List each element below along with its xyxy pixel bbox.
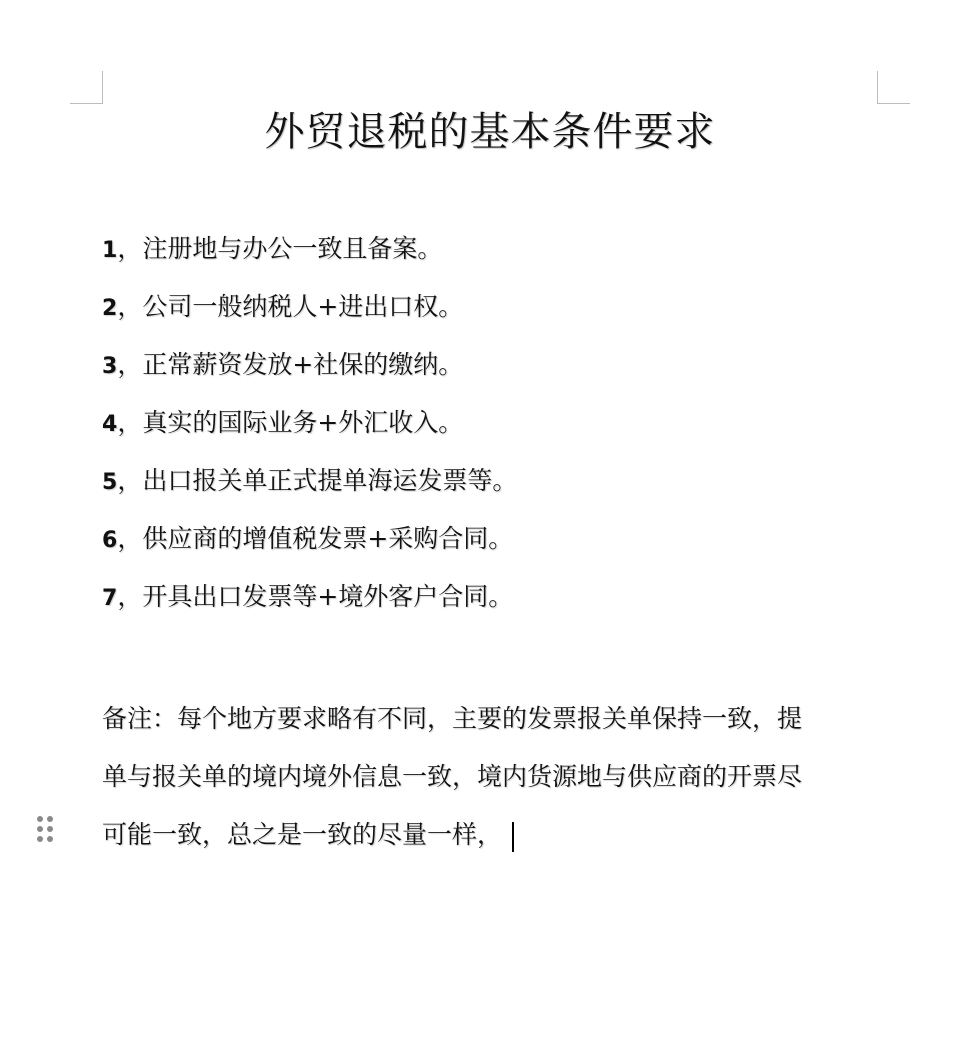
list-item-text: 注册地与办公一致且备案。: [142, 234, 443, 263]
list-item-text: 正常薪资发放+社保的缴纳。: [142, 350, 464, 379]
list-item[interactable]: [102, 286, 517, 344]
list-item[interactable]: [102, 228, 517, 286]
list-item-number: 2: [102, 296, 118, 321]
list-item-separator: ，: [117, 408, 143, 437]
note-line: 单与报关单的境内境外信息一致，境内货源地与供应商的开票尽: [102, 762, 803, 791]
list-item-text: 供应商的增值税发票+采购合同。: [142, 524, 514, 553]
list-item-number: 4: [102, 412, 118, 437]
document-title[interactable]: 外贸退税的基本条件要求: [264, 109, 716, 155]
list-item-separator: ，: [117, 350, 143, 379]
list-item-text: 真实的国际业务+外汇收入。: [142, 408, 464, 437]
note-line-text: 可能一致，总之是一致的尽量一样，: [102, 820, 503, 849]
list-item-number: 7: [102, 586, 118, 611]
note-line-last: [102, 806, 892, 864]
list-item-separator: ，: [117, 292, 143, 321]
list-item-text: 出口报关单正式提单海运发票等。: [142, 466, 518, 495]
list-item-number: 3: [102, 354, 118, 379]
note-line: 备注：每个地方要求略有不同，主要的发票报关单保持一致，提: [102, 704, 803, 733]
drag-handle-icon[interactable]: [37, 816, 55, 844]
list-item-number: 1: [102, 238, 118, 263]
list-item[interactable]: [102, 402, 517, 460]
list-item-separator: ，: [117, 524, 143, 553]
list-item-text: 开具出口发票等+境外客户合同。: [142, 582, 514, 611]
text-cursor: [512, 822, 514, 852]
list-item-separator: ，: [117, 466, 143, 495]
list-item-separator: ，: [117, 582, 143, 611]
crop-mark-top-left: [70, 71, 103, 104]
note-paragraph[interactable]: [102, 690, 892, 864]
list-item-text: 公司一般纳税人+进出口权。: [142, 292, 464, 321]
crop-mark-top-right: [877, 71, 910, 104]
list-item[interactable]: [102, 344, 517, 402]
list-item[interactable]: [102, 460, 517, 518]
list-item[interactable]: [102, 576, 517, 634]
list-item-number: 6: [102, 528, 118, 553]
list-item-number: 5: [102, 470, 118, 495]
list-item-separator: ，: [117, 234, 143, 263]
requirements-list: [102, 228, 517, 634]
list-item[interactable]: [102, 518, 517, 576]
